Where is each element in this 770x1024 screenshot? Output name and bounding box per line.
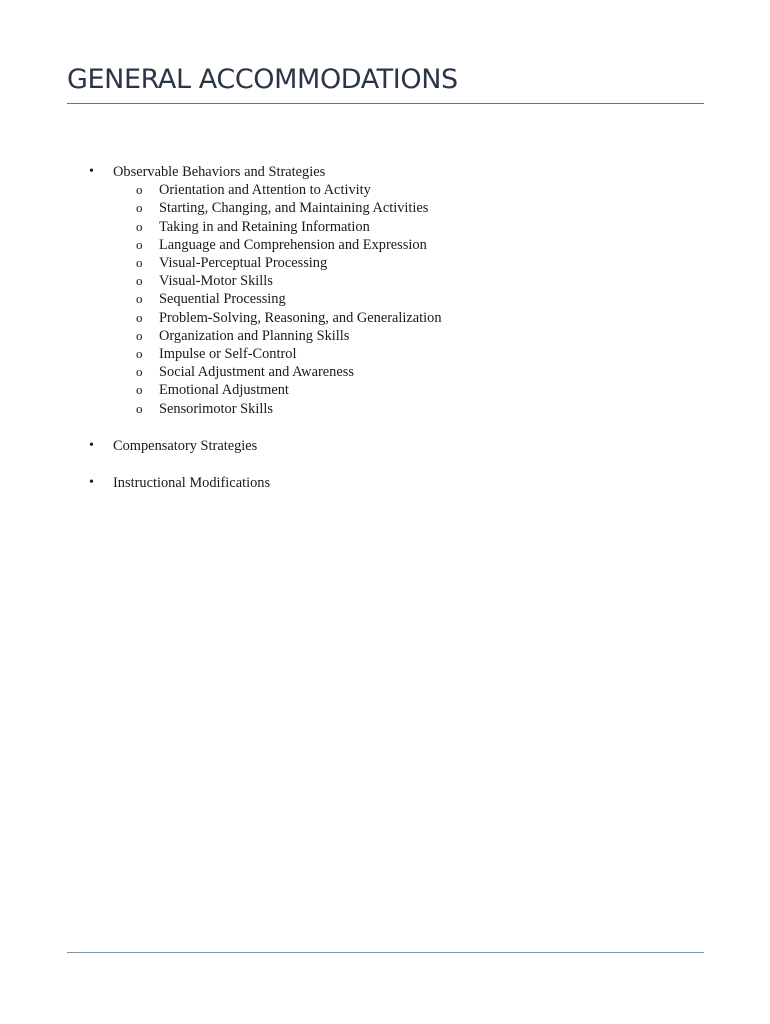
sub-bullet-icon: o: [136, 291, 143, 307]
sub-bullet-icon: o: [136, 309, 143, 325]
sub-list-item-label: Visual-Motor Skills: [159, 273, 273, 290]
bullet-icon: •: [89, 437, 94, 453]
sub-bullet-icon: o: [136, 255, 143, 270]
sub-list-item-label: Sensorimotor Skills: [159, 400, 273, 417]
sub-bullet-icon: o: [136, 364, 143, 380]
sub-bullet-icon: o: [136, 346, 143, 361]
list-item-label: Observable Behaviors and Strategies: [113, 164, 326, 180]
sub-list-item-label: Language and Comprehension and Expression: [159, 236, 427, 253]
footer-rule: [67, 952, 704, 953]
sub-list-item-label: Organization and Planning Skills: [159, 327, 350, 344]
sub-list-item-label: Social Adjustment and Awareness: [159, 364, 354, 381]
sub-bullet-icon: o: [136, 236, 143, 252]
list-item-label: Instructional Modifications: [113, 475, 271, 492]
list-item-label: Compensatory Strategies: [113, 437, 258, 454]
bullet-icon: •: [89, 164, 94, 179]
sub-list-item-label: Taking in and Retaining Information: [159, 218, 370, 235]
sub-bullet-icon: o: [136, 182, 143, 198]
sub-list-item-label: Impulse or Self-Control: [159, 346, 297, 362]
sub-list-item-label: Starting, Changing, and Maintaining Activities: [159, 200, 429, 217]
sub-list-item-label: Sequential Processing: [159, 291, 286, 308]
sub-list-item-label: Orientation and Attention to Activity: [159, 182, 371, 199]
sub-list-item-label: Emotional Adjustment: [159, 382, 289, 399]
sub-bullet-icon: o: [136, 327, 143, 343]
title-underline: [67, 103, 704, 104]
sub-list-item-label: Visual-Perceptual Processing: [159, 255, 328, 271]
sub-list-item-label: Problem-Solving, Reasoning, and Generalization: [159, 309, 442, 326]
bullet-icon: •: [89, 475, 94, 491]
sub-bullet-icon: o: [136, 218, 143, 234]
sub-bullet-icon: o: [136, 382, 143, 398]
page-title: GENERAL ACCOMMODATIONS: [67, 64, 458, 95]
sub-bullet-icon: o: [136, 400, 143, 416]
sub-bullet-icon: o: [136, 273, 143, 289]
sub-bullet-icon: o: [136, 200, 143, 216]
